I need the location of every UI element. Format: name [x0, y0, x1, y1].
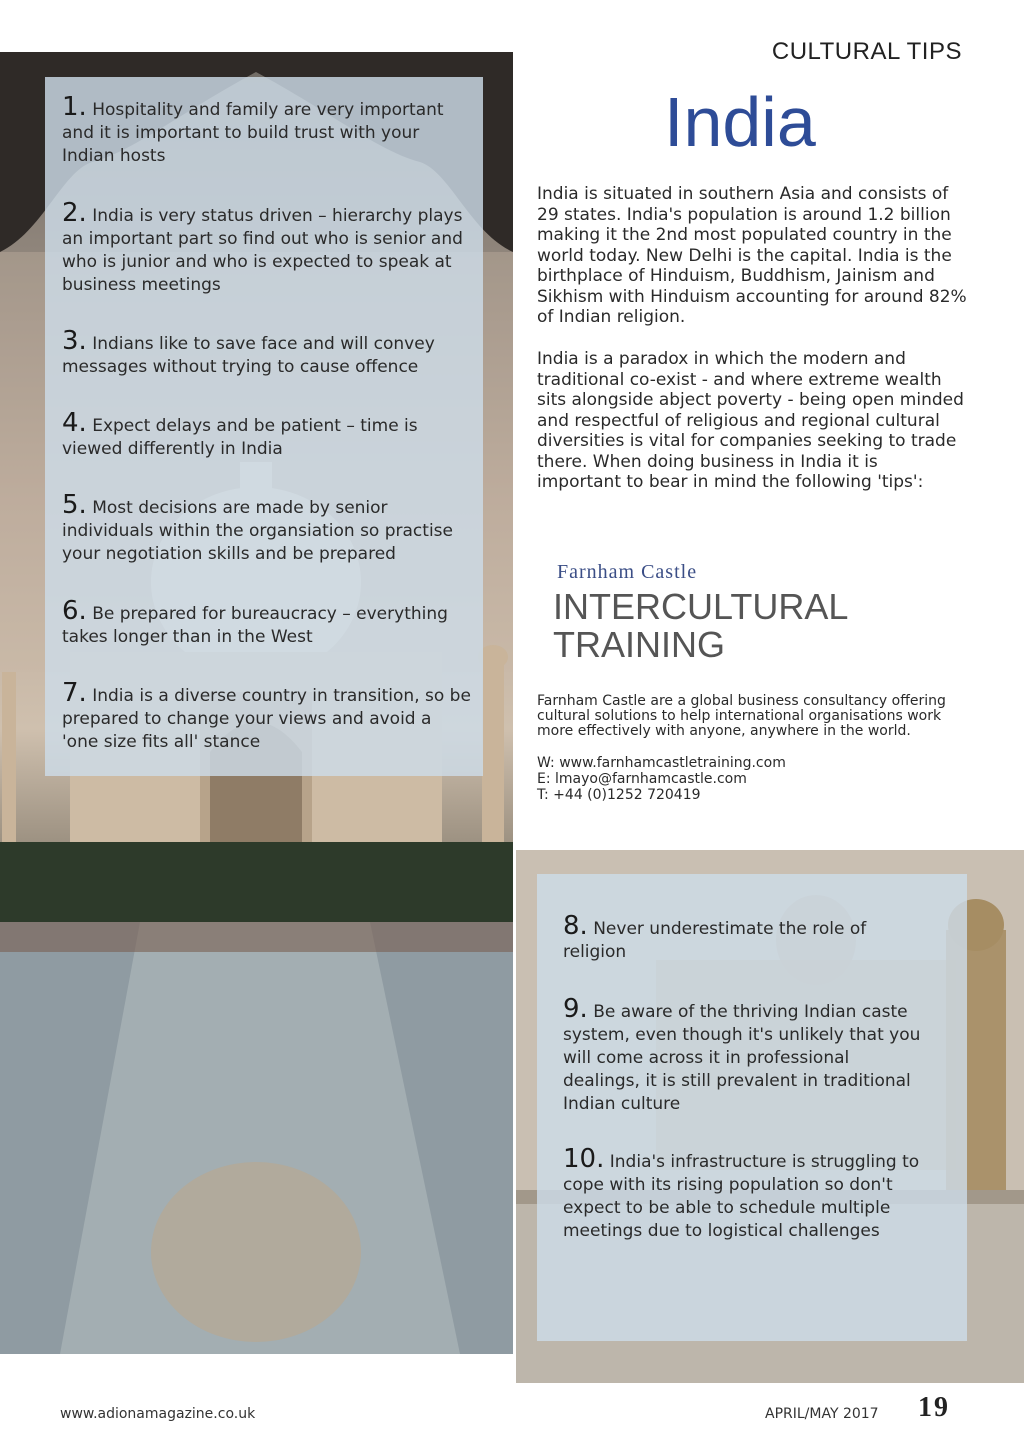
intro-paragraph-1: India is situated in southern Asia and consists of 29 states. India's population is around 1.2 billion making it the 2nd most populated country in the world today. New Delhi is the capital. India is the birthplace of Hinduism, Buddhism, Jainism and Sikhism with Hinduism accounting for around 82% of Indian religion. — [537, 184, 967, 327]
tip-number: 7. — [62, 678, 87, 708]
footer-url[interactable]: www.adionamagazine.co.uk — [60, 1406, 256, 1422]
brand-line-2: TRAINING — [553, 624, 726, 665]
tip-text: Be prepared for bureaucracy – everything takes longer than in the West — [62, 604, 448, 647]
tip-text: Hospitality and family are very important and it is important to build trust with your Indian hosts — [62, 100, 444, 166]
company-website[interactable]: W: www.farnhamcastletraining.com — [537, 755, 786, 771]
tip-8 — [563, 911, 883, 964]
tip-number: 6. — [62, 596, 87, 626]
tip-number: 2. — [62, 198, 87, 228]
brand-logo-large — [553, 588, 848, 664]
company-email[interactable]: E: lmayo@farnhamcastle.com — [537, 771, 747, 787]
tip-10 — [563, 1144, 933, 1243]
intro-paragraph-2: India is a paradox in which the modern and traditional co-exist - and where extreme wealth sits alongside abject poverty - being open minded and respectful of religious and regional cultural diversities is vital for companies seeking to trade there. When doing business in India it is important to bear in mind the following 'tips': — [537, 349, 964, 492]
company-phone: T: +44 (0)1252 720419 — [537, 787, 701, 803]
tip-text: India is very status driven – hierarchy plays an important part so find out who is senior and who is junior and who is expected to speak at business meetings — [62, 206, 463, 295]
tip-number: 8. — [563, 911, 588, 941]
tip-2 — [62, 198, 472, 297]
tip-number: 10. — [563, 1144, 605, 1174]
tip-number: 4. — [62, 408, 87, 438]
tip-3 — [62, 326, 462, 379]
brand-logo-small: Farnham Castle — [557, 561, 698, 583]
section-label: CULTURAL TIPS — [771, 38, 962, 65]
tip-text: Never underestimate the role of religion — [563, 919, 867, 962]
tip-text: India is a diverse country in transition, so be prepared to change your views and avoid a 'one size fits all' stance — [62, 686, 471, 752]
footer-date: APRIL/MAY 2017 — [765, 1406, 879, 1422]
company-description: Farnham Castle are a global business consultancy offering cultural solutions to help international organisations work more effectively with anyone, anywhere in the world. — [537, 693, 946, 739]
tip-number: 1. — [62, 92, 87, 122]
tip-text: India's infrastructure is struggling to cope with its rising population so don't expect to be able to schedule multiple meetings due to logistical challenges — [563, 1152, 920, 1241]
tip-4 — [62, 408, 452, 461]
tip-1 — [62, 92, 472, 168]
tip-7 — [62, 678, 472, 754]
page-title: India — [664, 83, 816, 161]
tip-9 — [563, 994, 923, 1116]
tip-number: 5. — [62, 490, 87, 520]
tip-text: Most decisions are made by senior individuals within the organsiation so practise your negotiation skills and be prepared — [62, 498, 453, 564]
page-number: 19 — [918, 1392, 950, 1423]
tip-number: 3. — [62, 326, 87, 356]
tip-text: Indians like to save face and will convey messages without trying to cause offence — [62, 334, 435, 377]
brand-line-1: INTERCULTURAL — [553, 586, 849, 627]
tip-number: 9. — [563, 994, 588, 1024]
tip-text: Expect delays and be patient – time is viewed differently in India — [62, 416, 418, 459]
tip-5 — [62, 490, 472, 566]
tip-text: Be aware of the thriving Indian caste system, even though it's unlikely that you will come across it in professional dealings, it is still prevalent in traditional Indian culture — [563, 1002, 921, 1114]
tip-6 — [62, 596, 462, 649]
